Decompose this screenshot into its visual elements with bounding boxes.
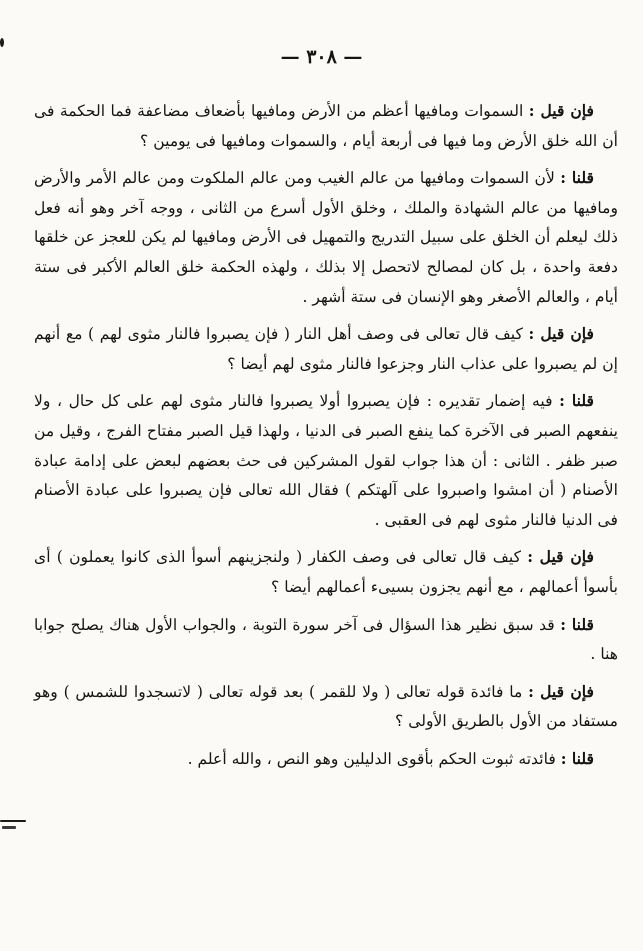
answer-paragraph (34, 386, 618, 535)
paragraph-lead: فإن قيل : (527, 547, 594, 567)
paragraph-text: كيف قال تعالى فى وصف أهل النار ( فإن يصبروا فالنار مثوى لهم ) مع أنهم إن لم يصبروا على عذاب النار وجزعوا فالنار مثوى لهم أيضا ؟ (34, 325, 618, 373)
answer-paragraph (34, 163, 618, 312)
ink-mark (0, 820, 26, 822)
paragraph-text: لأن السموات ومافيها من عالم الغيب ومن عالم الملكوت ومن عالم الأمر والأرض ومافيها من عالم الشهادة والملك ، وخلق الأول أسرع من الثانى ، ووجه آخر وهو أنه فعل ذلك ليعلم أن الخلق على سبيل التدريج والتمهيل فى الأرض ومافيها لم يكن للعجز عن خلقها دفعة واحدة ، بل كان لمصالح لاتحصل إلا بذلك ، ولهذه الحكمة خلق العالم الأكبر فى ستة أيام ، والعالم الأصغر وهو الإنسان فى ستة أشهر . (34, 169, 618, 306)
paragraph-lead: قلنا : (560, 614, 594, 634)
paragraph-text: كيف قال تعالى فى وصف الكفار ( ولنجزينهم أسوأ الذى كانوا يعملون ) أى بأسوأ أعمالهم ، مع أنهم يجزون بسيىء أعمالهم أيضا ؟ (34, 548, 618, 596)
page-number: — ٣٠٨ — (280, 46, 363, 68)
paragraph-text: قد سبق نظير هذا السؤال فى آخر سورة التوبة ، والجواب الأول هناك يصلح جوابا هنا . (34, 615, 618, 664)
page-body (34, 96, 618, 781)
paragraph-text: ما فائدة قوله تعالى ( ولا للقمر ) بعد قوله تعالى ( لاتسجدوا للشمس ) وهو مستفاد من الأول بالطريق الأولى ؟ (34, 682, 618, 731)
answer-paragraph (34, 744, 618, 775)
question-paragraph (34, 542, 618, 602)
paragraph-lead: فإن قيل : (528, 324, 594, 344)
question-paragraph (34, 319, 618, 379)
paragraph-lead: فإن قيل : (528, 101, 595, 120)
paragraph-text: فيه إضمار تقديره : فإن يصبروا أولا يصبروا فالنار مثوى لهم على كل حال ، ولا ينفعهم الصبر فى الآخرة كما ينفع الصبر فى الدنيا ، ولهذا قيل الصبر مفتاح الفرج ، وقيل من صبر ظفر . الثانى : أن هذا جواب لقول المشركين فى حث بعضهم لبعض على إدامة عبادة الأصنام ( أن امشوا واصبروا على آلهتكم ) فقال الله تعالى فإن يصبروا على عبادة الأصنام فى الدنيا فالنار مثوى لهم فى العقبى . (34, 392, 618, 529)
question-paragraph (34, 677, 618, 737)
ink-mark (2, 826, 16, 829)
paragraph-text: السموات ومافيها أعظم من الأرض ومافيها بأضعاف مضاعفة فما الحكمة فى أن الله خلق الأرض وما فيها فى أربعة أيام ، والسموات ومافيها فى يومين ؟ (34, 102, 618, 150)
answer-paragraph (34, 610, 618, 670)
question-paragraph (34, 96, 618, 156)
paragraph-lead: قلنا : (560, 748, 594, 768)
paragraph-lead: قلنا : (560, 168, 594, 188)
paragraph-text: فائدته ثبوت الحكم بأقوى الدليلين وهو النص ، والله أعلم . (187, 749, 561, 768)
paragraph-lead: قلنا : (559, 391, 594, 411)
paragraph-lead: فإن قيل : (528, 681, 594, 701)
